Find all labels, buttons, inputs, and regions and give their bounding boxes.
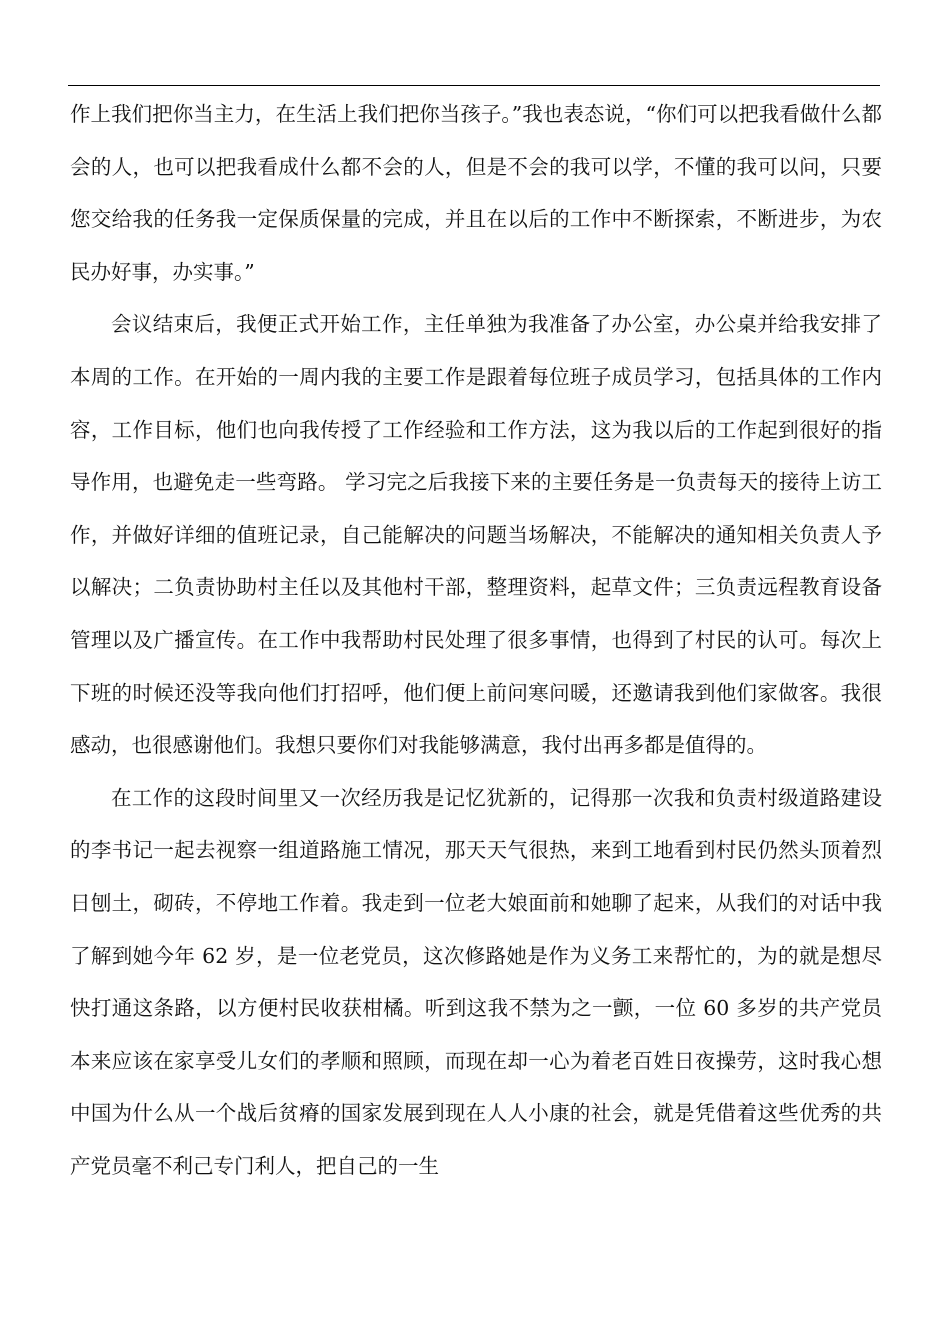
header-rule — [68, 85, 880, 86]
document-body — [70, 88, 882, 1192]
paragraph-meeting-work: 会议结束后，我便正式开始工作，主任单独为我准备了办公室，办公桌并给我安排了本周的工作。在开始的一周内我的主要工作是跟着每位班子成员学习，包括具体的工作内容，工作目标，他们也向我传授了工作经验和工作方法，这为我以后的工作起到很好的指导作用，也避免走一些弯路。 学习完之后我接下来的主要任务是一负责每天的接待上访工作，并做好详细的值班记录，自己能解决的问题当场解决，不能解决的通知相关负责人予以解决；二负责协助村主任以及其他村干部，整理资料，起草文件；三负责远程教育设备管理以及广播宣传。在工作中我帮助村民处理了很多事情，也得到了村民的认可。每次上下班的时候还没等我向他们打招呼，他们便上前问寒问暖，还邀请我到他们家做客。我很感动，也很感谢他们。我想只要你们对我能够满意，我付出再多都是值得的。 — [70, 312, 882, 758]
paragraph-road-visit: 在工作的这段时间里又一次经历我是记忆犹新的，记得那一次我和负责村级道路建设的李书记一起去视察一组道路施工情况，那天天气很热，来到工地看到村民仍然头顶着烈日刨土，砌砖，不停地工作着。我走到一位老大娘面前和她聊了起来，从我们的对话中我了解到她今年 62 岁，是一位老党员，这次修路她是作为义务工来帮忙的，为的就是想尽快打通这条路，以方便村民收获柑橘。听到这我不禁为之一颤，一位 60 多岁的共产党员本来应该在家享受儿女们的孝顺和照顾，而现在却一心为着老百姓日夜操劳，这时我心想中国为什么从一个战后贫瘠的国家发展到现在人人小康的社会，就是凭借着这些优秀的共产党员毫不利己专门利人，把自己的一生 — [70, 785, 882, 1178]
paragraph-continuation: 作上我们把你当主力，在生活上我们把你当孩子。”我也表态说，“你们可以把我看做什么都会的人，也可以把我看成什么都不会的人，但是不会的我可以学，不懂的我可以问，只要您交给我的任务我一定保质保量的完成，并且在以后的工作中不断探索，不断进步，为农民办好事，办实事。” — [70, 102, 882, 284]
